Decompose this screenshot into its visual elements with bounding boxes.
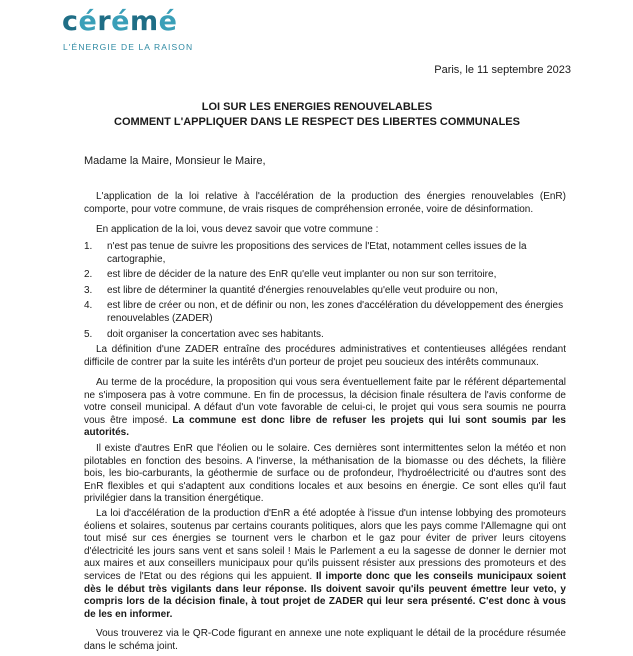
list-item-text: est libre de déterminer la quantité d'énergies renouvelables qu'elle veut produire ou non,: [107, 284, 498, 296]
title-line-1: LOI SUR LES ENERGIES RENOUVELABLES: [201, 101, 433, 113]
cereme-logo: [62, 4, 193, 52]
title-line-2: COMMENT L'APPLIQUER DANS LE RESPECT DES LIBERTES COMMUNALES: [114, 116, 520, 128]
logo-letter: m: [129, 6, 159, 37]
list-item: [84, 241, 566, 266]
paragraph-7: [84, 628, 566, 653]
paragraph-6: [84, 508, 566, 621]
paragraph-5: [84, 443, 566, 506]
logo-letter: r: [97, 6, 112, 37]
logo-letter-accent: é: [78, 6, 98, 37]
list-item-number: 3.: [84, 284, 93, 296]
paragraph-3: [84, 344, 566, 369]
paragraph-2: [84, 224, 566, 237]
list-item: [84, 269, 566, 282]
logo-letter-accent: é: [158, 6, 178, 37]
list-item-number: 1.: [84, 241, 93, 252]
list-item-text: doit organiser la concertation avec ses habitants.: [107, 328, 324, 340]
list-item-text: est libre de créer ou non, et de définir ou non, les zones d'accélération du développement des énergies renouvelables (ZADER): [107, 300, 564, 324]
paragraph-4-normal: Au terme de la procédure, la proposition qui vous sera éventuellement faite par le référent départemental ne s'imposera pas à votre commune. En fin de processus, la décision finale résultera de l'avis conforme de votre conseil municipal. A défaut d'un vote favorable de celui-ci, le projet qui vous sera soumis ne pourra vous être imposé.: [84, 377, 566, 426]
salutation: Madame la Maire, Monsieur le Maire,: [84, 155, 266, 167]
paragraph-2-text: En application de la loi, vous devez savoir que votre commune :: [96, 224, 379, 235]
paragraph-7-text: Vous trouverez via le QR-Code figurant en annexe une note expliquant le détail de la procédure résumée dans le schéma joint.: [84, 628, 566, 652]
list-item: [84, 329, 566, 342]
paragraph-1-text: L'application de la loi relative à l'accélération de la production des énergies renouvelables (EnR) comporte, pour votre commune, de vrais risques de compréhension erronée, voire de désinformation.: [84, 191, 566, 215]
logo-letter: c: [62, 6, 79, 37]
paragraph-4: [84, 377, 566, 440]
paragraph-1: [84, 191, 566, 216]
list-item-text: n'est pas tenue de suivre les propositions des services de l'Etat, notamment celles issues de la cartographie,: [107, 241, 527, 265]
logo-wordmark: [62, 4, 193, 40]
logo-letter-accent: é: [111, 6, 130, 37]
list-item: [84, 300, 566, 325]
letter-title: [62, 100, 572, 130]
logo-tagline: L'ÉNERGIE DE LA RAISON: [63, 42, 194, 52]
paragraph-3-text: La définition d'une ZADER entraîne des procédures administratives et contentieuses allégées rendant difficile de contrer par la suite les intérêts d'un porteur de projet peu soucieux des intérêts communaux.: [84, 344, 566, 368]
list-item-number: 5.: [84, 328, 93, 340]
paragraph-6-text: [84, 508, 566, 621]
paragraph-6-normal: La loi d'accélération de la production d'EnR a été adoptée à l'issue d'un intense lobbying des promoteurs éoliens et solaires, soutenus par certains courants politiques, alors que les pays comme l'Allemagne qui ont tout misé sur ces énergies se tournent vers le charbon et le gaz pour éviter de priver leurs citoyens d'électricité les jours sans vent et sans soleil ! Mais le Parlement a eu la sagesse de donner le dernier mot aux maires et aux conseillers municipaux pour qu'ils puissent résister aux pressions des promoteurs et des services de l'Etat ou des régions qui les appuient.: [84, 508, 566, 582]
paragraph-4-bold: La commune est donc libre de refuser les projets qui lui sont soumis par les autorités.: [84, 414, 566, 439]
list-item: [84, 285, 566, 298]
letter-date: Paris, le 11 septembre 2023: [434, 64, 571, 76]
paragraph-5-text: Il existe d'autres EnR que l'éolien ou le solaire. Ces dernières sont intermittentes selon la météo et non pilotables en fonction des besoins. A l'inverse, la méthanisation de la biomasse ou des déchets, la filière bois, les bio-carburants, la géothermie de surface ou de profondeur, l'hydroélectricité ou d'autres sont des EnR flexibles et qui s'adaptent aux conditions locales et aux besoins en énergie. Ce sont elles qu'il faut privilégier dans la transition énergétique.: [84, 443, 566, 505]
paragraph-6-bold: Il importe donc que les conseils municipaux soient dès le début très vigilants dans leur réponse. Ils doivent savoir qu'ils peuvent émettre leur veto, y compris lors de la décision finale, à tout projet de ZADER qui leur sera présenté. C'est donc à vous de les en informer.: [84, 570, 566, 620]
obligations-list: [84, 241, 566, 344]
list-item-number: 4.: [84, 300, 93, 312]
list-item-text: est libre de décider de la nature des EnR qu'elle veut implanter ou non sur son territoire,: [107, 269, 497, 281]
paragraph-4-text: [84, 377, 566, 440]
list-item-number: 2.: [84, 269, 93, 281]
